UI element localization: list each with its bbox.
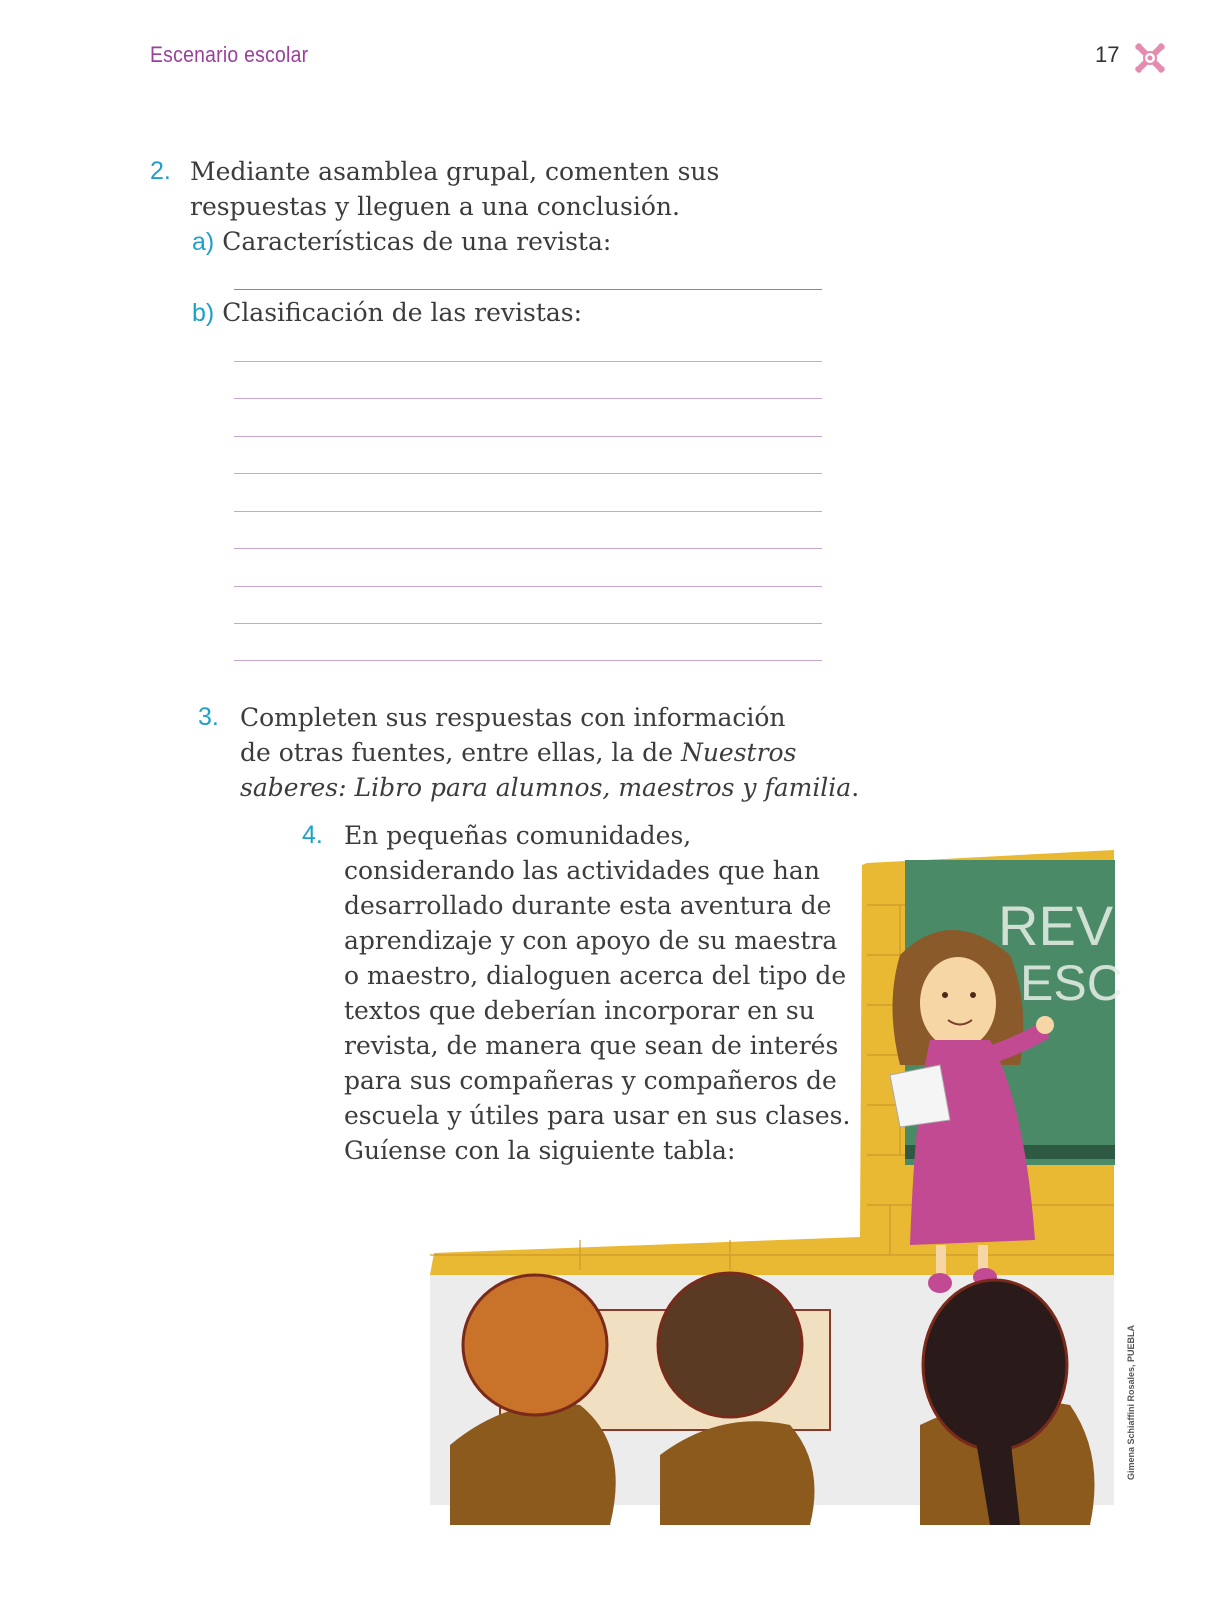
- chalkboard-text: REV: [998, 894, 1114, 957]
- question-number: 4.: [302, 821, 323, 849]
- item-label: b): [192, 299, 215, 327]
- book-title: Nuestros: [680, 738, 797, 767]
- pinwheel-logo-icon: [1130, 38, 1170, 78]
- answer-line[interactable]: [234, 398, 822, 399]
- question-text-line: de otras fuentes, entre ellas, la de Nuestros: [240, 738, 797, 767]
- question-number: 2.: [150, 157, 171, 185]
- illustration-credit: Gimena Schiaffini Rosales, PUEBLA: [1126, 1324, 1136, 1480]
- chalkboard-text: ESC: [1020, 955, 1123, 1011]
- item-b: [192, 295, 582, 331]
- answer-line[interactable]: [234, 289, 822, 290]
- question-text-line: textos que deberían incorporar en su: [344, 996, 815, 1025]
- question-text-line: Mediante asamblea grupal, comenten sus: [190, 157, 720, 186]
- book-title: saberes: Libro para alumnos, maestros y familia: [240, 773, 852, 802]
- question-text-line: o maestro, dialoguen acerca del tipo de: [344, 961, 847, 990]
- page-number: 17: [1095, 42, 1120, 67]
- answer-line[interactable]: [234, 548, 822, 549]
- question-text-line: desarrollado durante esta aventura de: [344, 891, 832, 920]
- section-title: Escenario escolar: [150, 42, 309, 67]
- item-a: [192, 224, 611, 260]
- question-text-line: Completen sus respuestas con información: [240, 703, 786, 732]
- answer-line[interactable]: [234, 361, 822, 362]
- item-text: Clasificación de las revistas:: [222, 298, 583, 327]
- answer-line[interactable]: [234, 511, 822, 512]
- answer-line[interactable]: [234, 586, 822, 587]
- question-text-line: Guíense con la siguiente tabla:: [344, 1136, 736, 1165]
- answer-line[interactable]: [234, 473, 822, 474]
- question-text-line: aprendizaje y con apoyo de su maestra: [344, 926, 838, 955]
- question-number: 3.: [198, 703, 219, 731]
- item-text: Características de una revista:: [222, 227, 612, 256]
- question-text-line: respuestas y lleguen a una conclusión.: [190, 192, 680, 221]
- answer-line[interactable]: [234, 660, 822, 661]
- item-label: a): [192, 228, 215, 256]
- answer-line[interactable]: [234, 436, 822, 437]
- question-text-line: para sus compañeras y compañeros de: [344, 1066, 837, 1095]
- question-text-line: revista, de manera que sean de interés: [344, 1031, 839, 1060]
- question-text-line: En pequeñas comunidades,: [344, 821, 692, 850]
- answer-line[interactable]: [234, 623, 822, 624]
- classroom-illustration: [430, 845, 1130, 1525]
- question-text-line: escuela y útiles para usar en sus clases.: [344, 1101, 851, 1130]
- question-text-line: considerando las actividades que han: [344, 856, 820, 885]
- question-text-line: saberes: Libro para alumnos, maestros y familia.: [240, 773, 860, 802]
